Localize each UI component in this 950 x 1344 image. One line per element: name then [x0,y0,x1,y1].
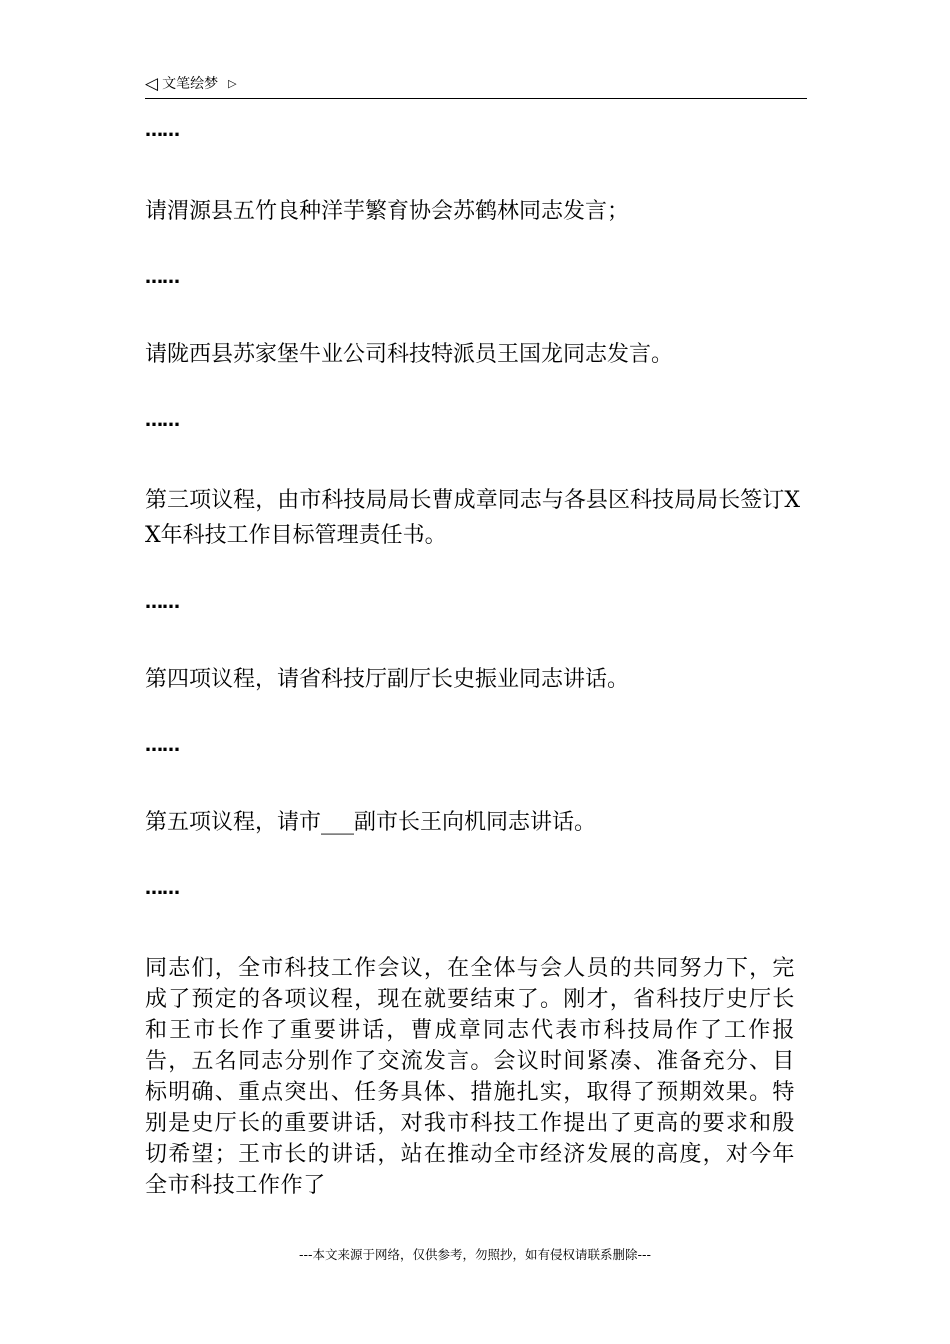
ellipsis-5: …… [145,735,179,756]
paragraph-5: 第五项议程，请市___副市长王向机同志讲话。 [145,810,597,835]
ellipsis-4: …… [145,592,179,613]
page-header [145,74,807,99]
triangle-right-icon: ▷ [228,77,237,90]
ellipsis-3: …… [145,410,179,431]
paragraph-1: 请渭源县五竹良种洋芋繁育协会苏鹤林同志发言； [145,199,630,224]
page-footer: ---本文来源于网络，仅供参考，勿照抄，如有侵权请联系删除--- [298,1247,652,1262]
paragraph-4: 第四项议程，请省科技厅副厅长史振业同志讲话。 [145,667,630,692]
ellipsis-6: …… [145,878,179,899]
paragraph-3: 第三项议程，由市科技局局长曹成章同志与各县区科技局局长签订XX年科技工作目标管理责任书。 [145,488,800,548]
paragraph-2: 请陇西县苏家堡牛业公司科技特派员王国龙同志发言。 [145,342,674,367]
header-title: 文笔绘梦 [162,76,219,92]
paragraph-6: 同志们，全市科技工作会议，在全体与会人员的共同努力下，完成了预定的各项议程，现在就要结束了。刚才，省科技厅史厅长和王市长作了重要讲话，曹成章同志代表市科技局作了工作报告，五名同志分别作了交流发言。会议时间紧凑、准备充分、目标明确、重点突出、任务具体、措施扎实，取得了预期效果。特别是史厅长的重要讲话，对我市科技工作提出了更高的要求和殷切希望；王市长的讲话，站在推动全市经济发展的高度，对今年全市科技工作作了 [145,956,795,1198]
triangle-left-icon: ◁ [145,74,159,94]
ellipsis-2: …… [145,267,179,288]
ellipsis-1: …… [145,120,179,141]
